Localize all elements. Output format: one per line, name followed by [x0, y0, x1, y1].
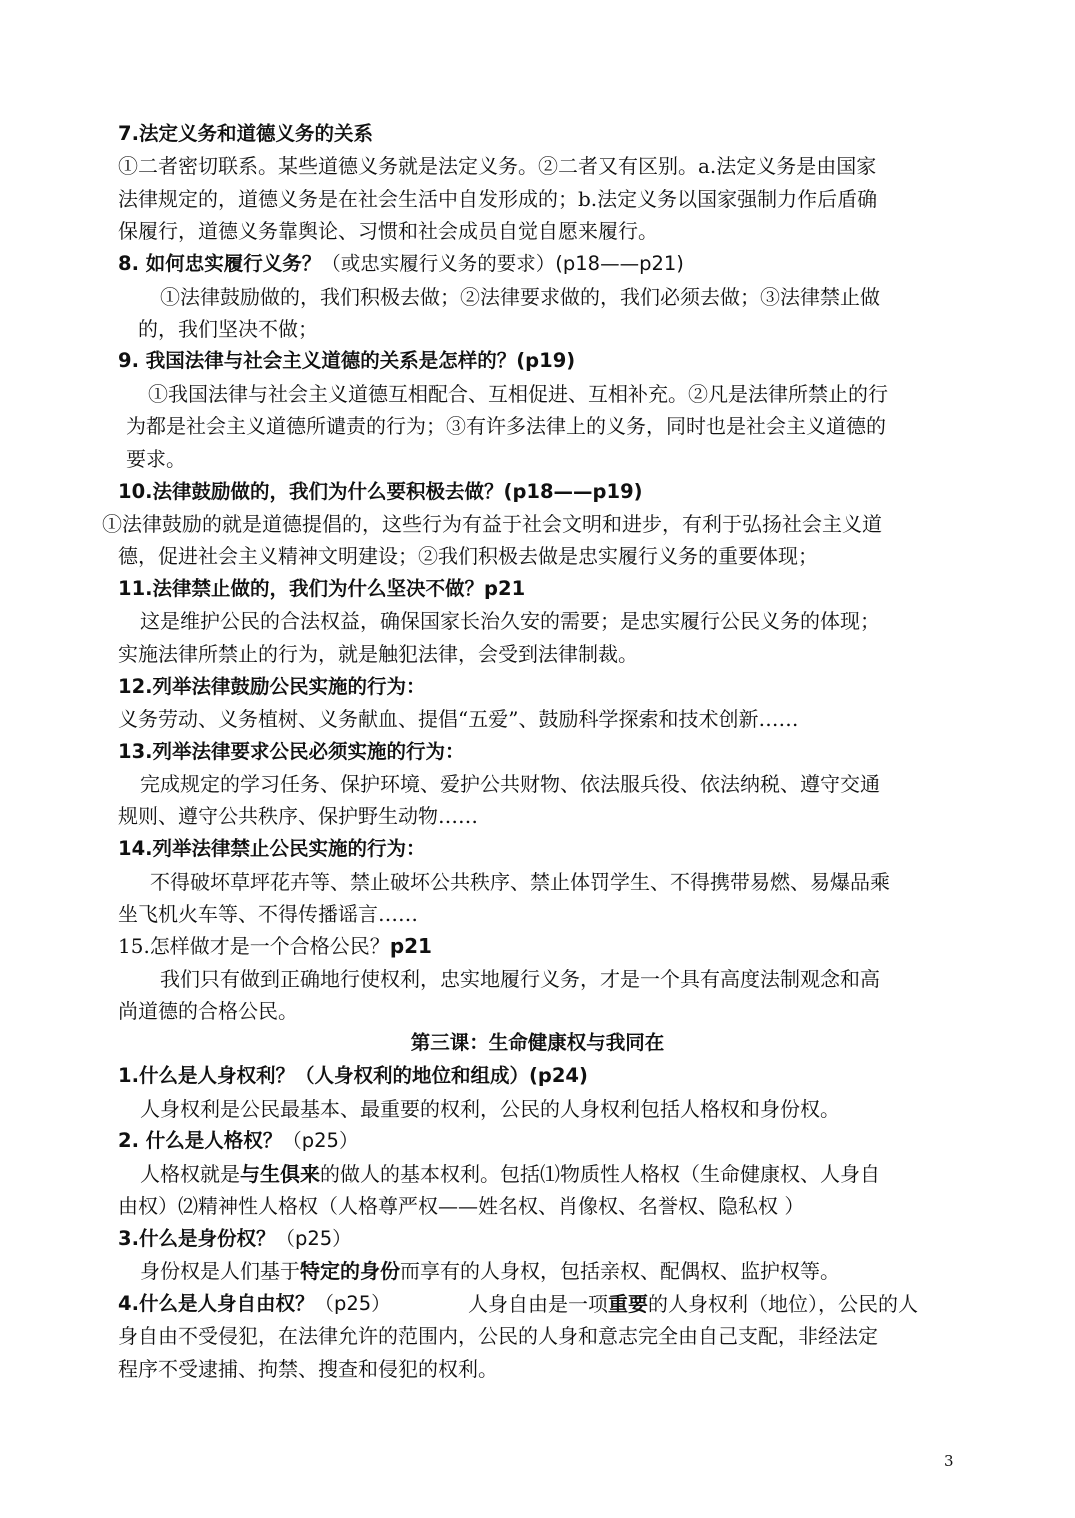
section-13-text-line: 完成规定的学习任务、保护环境、爱护公共财物、依法服兵役、依法纳税、遵守交通 — [140, 772, 880, 796]
lesson-3-item-3-text-line — [140, 1256, 840, 1286]
lesson-3-item-1-heading: 1.什么是人身权利？（人身权利的地位和组成）(p24) — [118, 1064, 588, 1087]
section-15-text-line: 我们只有做到正确地行使权利，忠实地履行义务，才是一个具有高度法制观念和高 — [160, 967, 880, 991]
section-8-heading-note: （或忠实履行义务的要求）(p18——p21) — [321, 252, 684, 275]
section-8-heading — [118, 249, 684, 279]
section-10-text-line: 德，促进社会主义精神文明建设；②我们积极去做是忠实履行义务的重要体现； — [118, 544, 818, 568]
section-14-heading: 14.列举法律禁止公民实施的行为： — [118, 837, 426, 860]
text-run: 身份权是人们基于 — [140, 1259, 300, 1283]
section-9-text-line: 为都是社会主义道德所谴责的行为；③有许多法律上的义务，同时也是社会主义道德的 — [126, 414, 886, 438]
section-9-heading: 9. 我国法律与社会主义道德的关系是怎样的？(p19) — [118, 349, 576, 372]
page-number: 3 — [944, 1452, 954, 1470]
section-15-heading — [118, 931, 432, 961]
lesson-3-item-2-heading — [118, 1126, 358, 1156]
section-14-text-line: 不得破坏草坪花卉等、禁止破坏公共秩序、禁止体罚学生、不得携带易燃、易爆品乘 — [150, 870, 890, 894]
lesson-3-item-2-heading-bold: 2. 什么是人格权？ — [118, 1129, 283, 1152]
lesson-3-item-4-heading — [118, 1289, 391, 1319]
section-7-text-line: ①二者密切联系。某些道德义务就是法定义务。②二者又有区别。a.法定义务是由国家 — [118, 154, 877, 178]
section-9-text-line: 要求。 — [126, 447, 186, 471]
lesson-3-item-2-text-line — [140, 1159, 880, 1189]
section-11-text-line: 实施法律所禁止的行为，就是触犯法律，会受到法律制裁。 — [118, 642, 638, 666]
text-run: 而享有的人身权，包括亲权、配偶权、监护权等。 — [400, 1259, 840, 1283]
lesson-3-item-3-heading-page: （p25） — [275, 1227, 352, 1250]
lesson-3-item-4-text-line: 身自由不受侵犯，在法律允许的范围内，公民的人身和意志完全由自己支配，非经法定 — [118, 1324, 878, 1348]
section-14-text-line: 坐飞机火车等、不得传播谣言…… — [118, 902, 418, 926]
text-run: 人身自由是一项 — [468, 1292, 608, 1316]
lesson-3-title: 第三课：生命健康权与我同在 — [410, 1031, 665, 1054]
emphasis-text: 重要 — [608, 1292, 648, 1316]
section-7-heading: 7.法定义务和道德义务的关系 — [118, 122, 373, 145]
section-8-text-line: ①法律鼓励做的，我们积极去做；②法律要求做的，我们必须去做；③法律禁止做 — [160, 285, 880, 309]
emphasis-text: 特定的身份 — [300, 1259, 400, 1283]
section-12-heading: 12.列举法律鼓励公民实施的行为： — [118, 675, 426, 698]
section-11-heading: 11.法律禁止做的，我们为什么坚决不做？p21 — [118, 577, 526, 600]
lesson-3-item-3-heading — [118, 1224, 352, 1254]
section-7-text-line: 法律规定的，道德义务是在社会生活中自发形成的；b.法定义务以国家强制力作后盾确 — [118, 187, 878, 211]
section-13-text-line: 规则、遵守公共秩序、保护野生动物…… — [118, 804, 478, 828]
lesson-3-item-2-text-line: 由权）⑵精神性人格权（人格尊严权——姓名权、肖像权、名誉权、隐私权 ） — [118, 1194, 805, 1218]
lesson-3-item-1-text-line: 人身权利是公民最基本、最重要的权利，公民的人身权利包括人格权和身份权。 — [140, 1097, 840, 1121]
lesson-3-item-2-heading-page: （p25） — [282, 1129, 359, 1152]
section-10-text-line: ①法律鼓励的就是道德提倡的，这些行为有益于社会文明和进步，有利于弘扬社会主义道 — [102, 512, 882, 536]
lesson-3-item-4-text-line — [468, 1289, 918, 1319]
text-run: 的人身权利（地位），公民的人 — [648, 1292, 918, 1316]
section-10-heading: 10.法律鼓励做的，我们为什么要积极去做？(p18——p19) — [118, 480, 643, 503]
section-8-heading-bold: 8. 如何忠实履行义务？ — [118, 252, 322, 275]
text-run: 的做人的基本权利。包括⑴物质性人格权（生命健康权、人身自 — [320, 1162, 880, 1186]
section-15-heading-page: p21 — [389, 934, 432, 958]
lesson-3-item-4-text-line: 程序不受逮捕、拘禁、搜查和侵犯的权利。 — [118, 1357, 498, 1381]
section-11-text-line: 这是维护公民的合法权益，确保国家长治久安的需要；是忠实履行公民义务的体现； — [140, 609, 880, 633]
section-15-heading-text: 15.怎样做才是一个合格公民？ — [118, 934, 390, 958]
lesson-3-item-4-heading-bold: 4.什么是人身自由权？ — [118, 1292, 315, 1315]
section-9-text-line: ①我国法律与社会主义道德互相配合、互相促进、互相补充。②凡是法律所禁止的行 — [148, 382, 888, 406]
section-8-text-line: 的，我们坚决不做； — [138, 317, 318, 341]
text-run: 人格权就是 — [140, 1162, 240, 1186]
emphasis-text: 与生俱来 — [240, 1162, 320, 1186]
section-12-text-line: 义务劳动、义务植树、义务献血、提倡“五爱”、鼓励科学探索和技术创新…… — [118, 707, 799, 731]
section-7-text-line: 保履行，道德义务靠舆论、习惯和社会成员自觉自愿来履行。 — [118, 219, 658, 243]
lesson-3-item-4-heading-page: （p25） — [314, 1292, 391, 1315]
section-15-text-line: 尚道德的合格公民。 — [118, 999, 298, 1023]
lesson-3-item-3-heading-bold: 3.什么是身份权？ — [118, 1227, 276, 1250]
section-13-heading: 13.列举法律要求公民必须实施的行为： — [118, 740, 465, 763]
